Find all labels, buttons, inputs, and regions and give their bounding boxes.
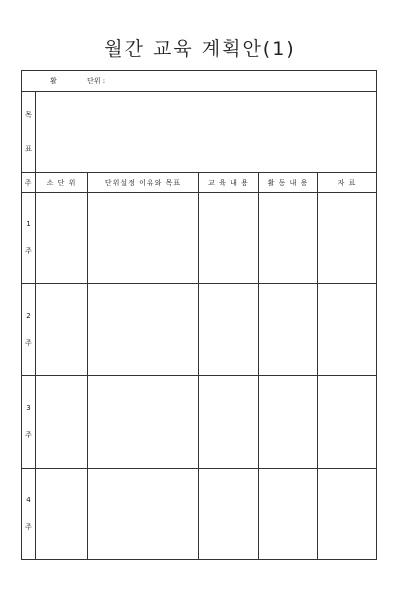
week-suffix: 주 xyxy=(25,431,32,439)
col-activity: 활 동 내 용 xyxy=(259,173,318,193)
week-label-cell xyxy=(22,193,36,284)
goal-label-cell xyxy=(22,92,36,173)
week-row xyxy=(22,193,377,284)
sub-unit-cell[interactable] xyxy=(36,469,88,560)
week-suffix: 주 xyxy=(25,247,32,255)
reason-cell[interactable] xyxy=(88,376,199,469)
col-reason: 단위설정 이유와 목표 xyxy=(88,173,199,193)
material-cell[interactable] xyxy=(318,376,377,469)
material-cell[interactable] xyxy=(318,284,377,376)
sub-unit-cell[interactable] xyxy=(36,284,88,376)
edu-content-cell[interactable] xyxy=(199,193,259,284)
activity-cell[interactable] xyxy=(259,469,318,560)
theme-label: 활 xyxy=(50,77,57,85)
material-cell[interactable] xyxy=(318,193,377,284)
activity-cell[interactable] xyxy=(259,284,318,376)
edu-content-cell[interactable] xyxy=(199,469,259,560)
reason-cell[interactable] xyxy=(88,284,199,376)
week-row xyxy=(22,284,377,376)
week-number: 1 xyxy=(26,220,31,228)
edu-content-cell[interactable] xyxy=(199,284,259,376)
goal-row xyxy=(22,92,377,173)
week-number: 2 xyxy=(26,311,31,320)
col-edu-content: 교 육 내 용 xyxy=(199,173,259,193)
plan-table xyxy=(21,70,377,560)
week-number: 3 xyxy=(26,404,31,412)
page-title: 월간 교육 계획안(1) xyxy=(104,38,296,60)
goal-content-cell[interactable] xyxy=(36,92,377,173)
week-suffix: 주 xyxy=(25,523,32,531)
unit-label: 단위 : xyxy=(87,77,106,85)
reason-cell[interactable] xyxy=(88,469,199,560)
goal-label-top: 목 xyxy=(25,111,32,119)
unit-cell[interactable] xyxy=(22,71,377,92)
week-label-cell xyxy=(22,376,36,469)
sub-unit-cell[interactable] xyxy=(36,376,88,469)
material-cell[interactable] xyxy=(318,469,377,560)
goal-label-bottom: 표 xyxy=(25,145,32,153)
column-header-row xyxy=(22,173,377,193)
sub-unit-cell[interactable] xyxy=(36,193,88,284)
week-suffix: 주 xyxy=(25,338,32,347)
activity-cell[interactable] xyxy=(259,193,318,284)
week-row xyxy=(22,376,377,469)
col-material: 자 료 xyxy=(318,173,377,193)
week-row xyxy=(22,469,377,560)
reason-cell[interactable] xyxy=(88,193,199,284)
activity-cell[interactable] xyxy=(259,376,318,469)
col-sub-unit: 소 단 위 xyxy=(36,173,88,193)
week-label-cell xyxy=(22,284,36,376)
unit-row xyxy=(22,71,377,92)
edu-content-cell[interactable] xyxy=(199,376,259,469)
col-week: 주 xyxy=(22,173,36,193)
week-label-cell xyxy=(22,469,36,560)
week-number: 4 xyxy=(26,496,31,504)
